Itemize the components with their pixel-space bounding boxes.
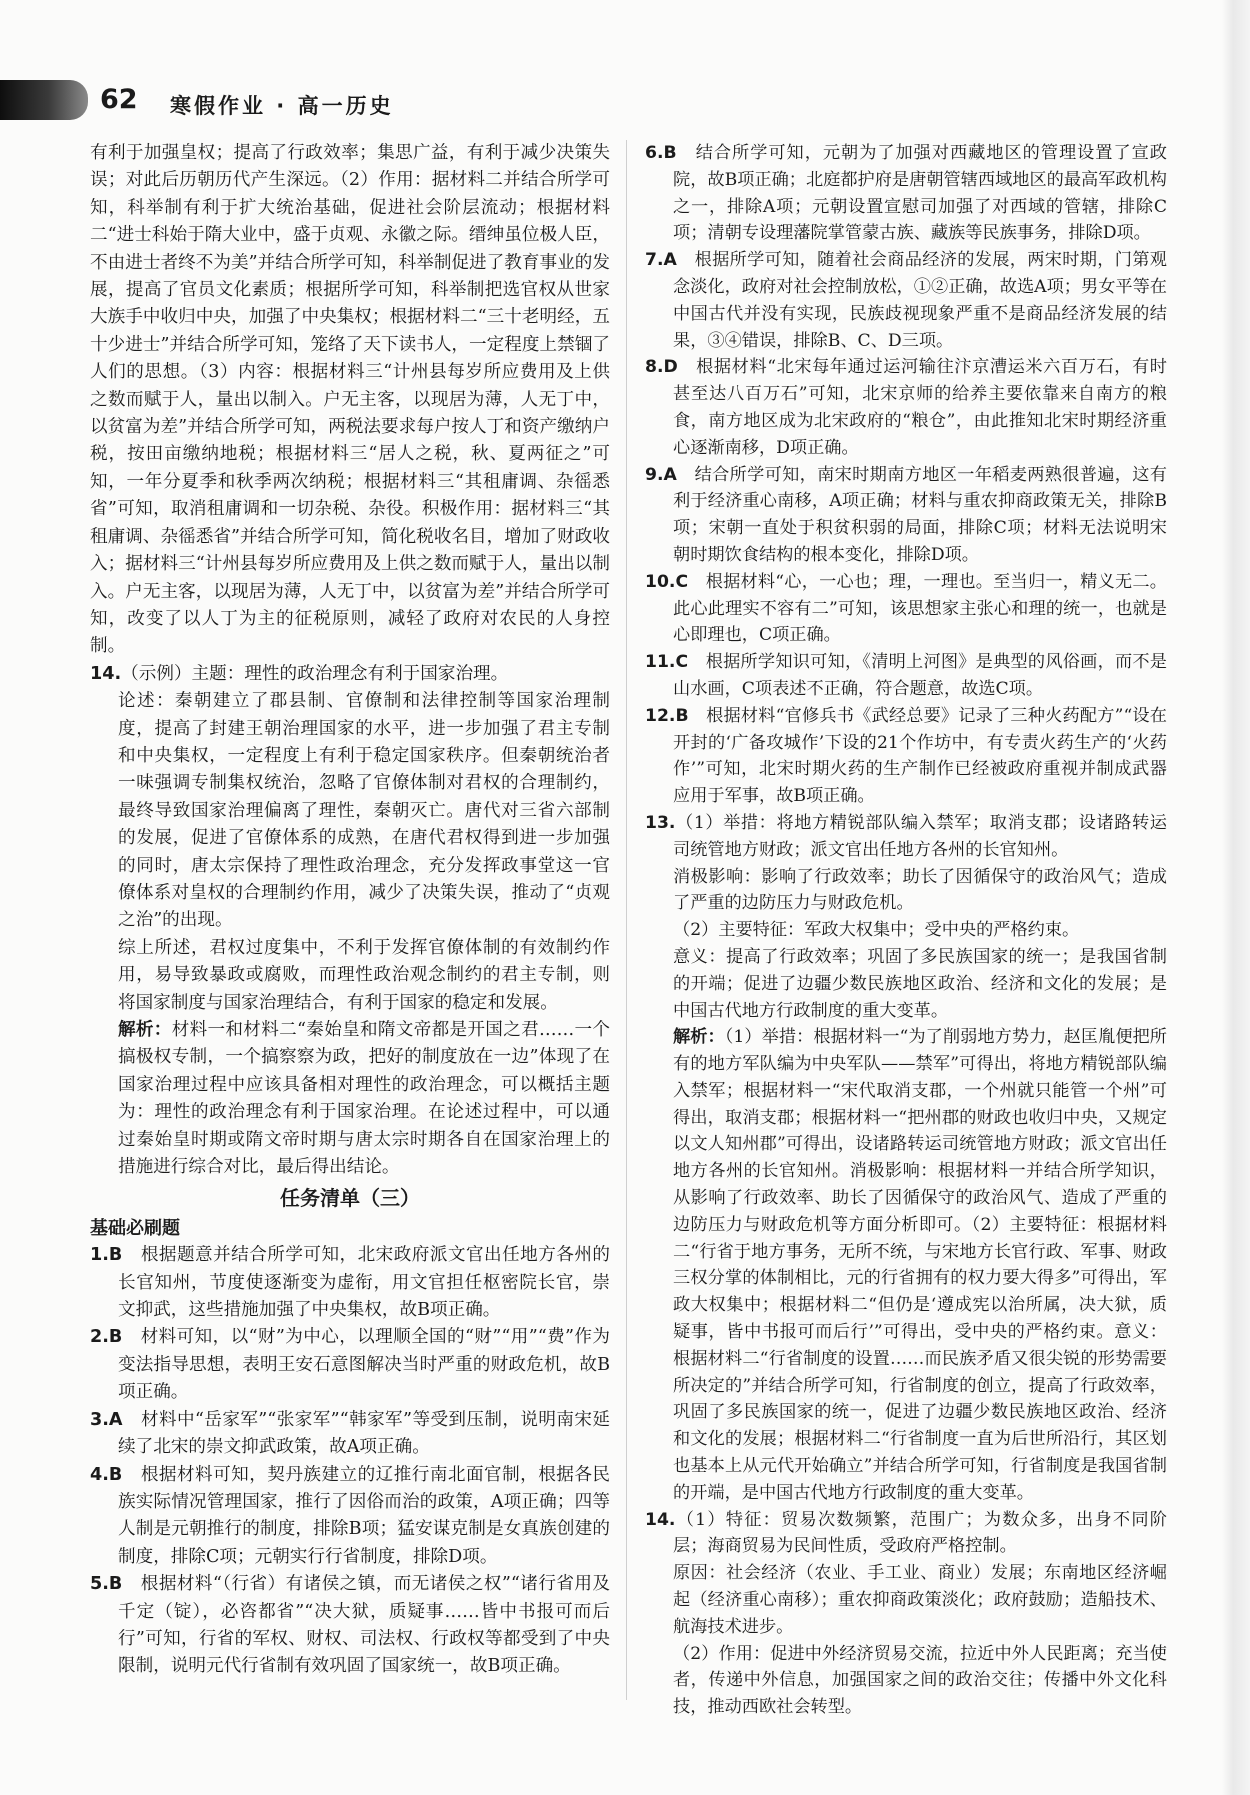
answer-item: 10.C 根据材料“心，一心也；理，一理也。至当归一，精义无二。此心此理实不容有二”可知，该思想家主张心和理的统一，也就是心即理也，C项正确。 [645, 571, 1167, 646]
q14-causes: 原因：社会经济（农业、手工业、商业）发展；东南地区经济崛起（经济重心南移）；重农抑商政策淡化；政府鼓励；造船技术、航海技术进步。 [673, 1563, 1167, 1637]
q14-number: 14. [645, 1509, 676, 1530]
page-header [0, 80, 420, 125]
q14-analysis: 解析：材料一和材料二“秦始皇和隋文帝都是开国之君……一个搞极权专制，一个搞察察为政，把好的制度放在一边”体现了在国家治理过程中应该具备相对理性的政治理念，可以概括主题为：理性的政治理念有利于国家治理。在论述过程中，可以通过秦始皇时期或隋文帝时期与唐太宗时期各自在国家治理上的措施进行综合对比，最后得出结论。 [118, 1020, 610, 1178]
analysis-label: 解析： [673, 1027, 725, 1048]
q14-number: 14. [90, 663, 122, 684]
q14-summary: 综上所述，君权过度集中，不利于发挥官僚体制的有效制约作用，易导致暴政或腐败，而理性政治观念制约的君主专制，则将国家制度与国家治理结合，有利于国家的稳定和发展。 [118, 937, 610, 1013]
continued-answer: 有利于加强皇权；提高了行政效率；集思广益，有利于减少决策失误；对此后历朝历代产生深远。（2）作用：据材料二并结合所学可知，科举制有利于扩大统治基础，促进社会阶层流动；根据材料二“进士科始于隋大业中，盛于贞观、永徽之际。缙绅虽位极人臣，不由进士者终不为美”并结合所学可知，科举制促进了教育事业的发展，提高了官员文化素质；根据所学可知，科举制把选官权从世家大族手中收归中央，加强了中央集权；根据材料二“三十老明经，五十少进士”并结合所学可知，笼络了天下读书人，一定程度上禁锢了人们的思想。（3）内容：根据材料三“计州县每岁所应费用及上供之数而赋于人，量出以制入。户无主客，以现居为薄，人无丁中，以贫富为差”并结合所学可知，两税法要求每户按人丁和资产缴纳户税，按田亩缴纳地税；根据材料三“居人之税，秋、夏两征之”可知，一年分夏季和秋季两次纳税；根据材料三“其租庸调、杂徭悉省”可知，取消租庸调和一切杂税、杂役。积极作用：据材料三“其租庸调、杂徭悉省”并结合所学可知，简化税收名目，增加了财政收入；据材料三“计州县每岁所应费用及上供之数而赋于人，量出以制入。户无主客，以现居为薄，人无丁中，以贫富为差”并结合所学可知，改变了以人丁为主的征税原则，减轻了政府对农民的人身控制。 [90, 143, 610, 657]
answer-item: 3.A 材料中“岳家军”“张家军”“韩家军”等受到压制，说明南宋延续了北宋的崇文抑武政策，故A项正确。 [90, 1409, 610, 1458]
q13-negative-impact: 消极影响：影响了行政效率；助长了因循保守的政治风气；造成了严重的边防压力与财政危机。 [673, 866, 1167, 914]
column-divider [626, 140, 627, 1700]
q13-features: （2）主要特征：军政大权集中；受中央的严格约束。 [673, 920, 1080, 941]
answer-item: 1.B 根据题意并结合所学可知，北宋政府派文官出任地方各州的长官知州，节度使逐渐变为虚衔，用文官担任枢密院长官，崇文抑武，这些措施加强了中央集权，故B项正确。 [90, 1245, 610, 1321]
answer-item: 5.B 根据材料“（行省）有诸侯之镇，而无诸侯之权”“诸行省用及千定（锭），必咨都省”“决大狱，质疑事……皆中书报可而后行”可知，行省的军权、财权、司法权、行政权等都受到了中央限制，说明元代行省制有效巩固了国家统一，故B项正确。 [90, 1574, 610, 1677]
q14-essay: 论述：秦朝建立了郡县制、官僚制和法律控制等国家治理制度，提高了封建王朝治理国家的水平，进一步加强了君主专制和中央集权，一定程度上有利于稳定国家秩序。但秦朝统治者一味强调专制集权统治，忽略了官僚体制对君权的合理制约，最终导致国家治理偏离了理性，秦朝灭亡。唐代对三省六部制的发展，促进了官僚体系的成熟，在唐代君权得到进一步加强的同时，唐太宗保持了理性政治理念，充分发挥政事堂这一官僚体系对皇权的合理制约作用，减少了决策失误，推动了“贞观之治”的出现。 [118, 691, 610, 931]
q14-theme: 14.（示例）主题：理性的政治理念有利于国家治理。 [90, 663, 509, 684]
subsection-title: 基础必刷题 [90, 1217, 180, 1239]
q13-analysis: 解析：（1）举措：根据材料一“为了削弱地方势力，赵匡胤便把所有的地方军队编为中央军队——禁军”可得出，将地方精锐部队编入禁军；根据材料一“宋代取消支郡，一个州就只能管一个州”可得出，取消支郡；根据材料一“把州郡的财政也收归中央，又规定以文人知州郡”可得出，设诸路转运司统管地方财政；派文官出任地方各州的长官知州。消极影响：根据材料一并结合所学知识，从影响了行政效率、助长了因循保守的政治风气、造成了严重的边防压力与财政危机等方面分析即可。（2）主要特征：根据材料二“行省于地方事务，无所不统，与宋地方长官行政、军事、财政三权分掌的体制相比，元的行省拥有的权力要大得多”可得出，军政大权集中；根据材料二“但仍是‘遵成宪以治所属，决大狱，质疑事，皆中书报可而后行’”可得出，受中央的严格约束。意义：根据材料二“行省制度的设置……而民族矛盾又很尖锐的形势需要所决定的”并结合所学可知，行省制度的创立，提高了行政效率，巩固了多民族国家的统一，促进了边疆少数民族地区政治、经济和文化的发展；根据材料二“行省制度一直为后世所沿行，其区划也基本上从元代开始确立”并结合所学可知，行省制度是我国省制的开端，是中国古代地方行政制度的重大变革。 [673, 1027, 1167, 1503]
q13-measures: 13.（1）举措：将地方精锐部队编入禁军；取消支郡；设诸路转运司统管地方财政；派文官出任地方各州的长官知州。 [645, 812, 1167, 860]
section-title: 任务清单（三） [280, 1186, 420, 1211]
answer-item: 4.B 根据材料可知，契丹族建立的辽推行南北面官制，根据各民族实际情况管理国家，推行了因俗而治的政策，A项正确；四等人制是元朝推行的制度，排除B项；猛安谋克制是女真族创建的制度，排除C项；元朝实行行省制度，排除D项。 [90, 1464, 610, 1567]
q13-significance: 意义：提高了行政效率；巩固了多民族国家的统一；是我国省制的开端；促进了边疆少数民族地区政治、经济和文化的发展；是中国古代地方行政制度的重大变革。 [673, 946, 1167, 1021]
answer-item: 9.A 结合所学可知，南宋时期南方地区一年稻麦两熟很普遍，这有利于经济重心南移，A项正确；材料与重农抑商政策无关，排除B项；宋朝一直处于积贫积弱的局面，排除C项；材料无法说明宋朝时期饮食结构的根本变化，排除D项。 [645, 464, 1167, 565]
q14-features: 14.（1）特征：贸易次数频繁，范围广；为数众多，出身不同阶层；海商贸易为民间性质，受政府严格控制。 [645, 1509, 1167, 1557]
answer-item: 12.B 根据材料“官修兵书《武经总要》记录了三种火药配方”“设在开封的‘广备攻城作’下设的21个作坊中，有专责火药生产的‘火药作’”可知，北宋时期火药的生产制作已经被政府重视并制成武器应用于军事，故B项正确。 [645, 705, 1167, 807]
book-title: 寒假作业 · 高一历史 [170, 94, 394, 118]
answer-item: 7.A 根据所学可知，随着社会商品经济的发展，两宋时期，门第观念淡化，政府对社会控制放松，①②正确，故选A项；男女平等在中国古代并没有实现，民族歧视现象严重不是商品经济发展的结果，③④错误，排除B、C、D三项。 [645, 250, 1167, 351]
page-number: 62 [100, 84, 138, 115]
answer-item: 11.C 根据所学知识可知，《清明上河图》是典型的风俗画，而不是山水画，C项表述不正确，符合题意，故选C项。 [645, 652, 1167, 699]
q13-number: 13. [645, 812, 676, 833]
page-edge [1222, 0, 1250, 1795]
answer-item: 8.D 根据材料“北宋每年通过运河输往汴京漕运米六百万石，有时甚至达八百万石”可知，北宋京师的给养主要依靠来自南方的粮食，南方地区成为北宋政府的“粮仓”，由此推知北宋时期经济重心逐渐南移，D项正确。 [645, 357, 1167, 458]
header-tab-decoration [0, 80, 88, 120]
analysis-label: 解析： [118, 1020, 172, 1040]
answer-item: 6.B 结合所学可知，元朝为了加强对西藏地区的管理设置了宣政院，故B项正确；北庭都护府是唐朝管辖西域地区的最高军政机构之一，排除A项；元朝设置宣慰司加强了对西域的管辖，排除C项；清朝专设理藩院掌管蒙古族、藏族等民族事务，排除D项。 [645, 143, 1167, 244]
left-column [90, 140, 610, 1681]
answer-item: 2.B 材料可知，以“财”为中心，以理顺全国的“财”“用”“费”作为变法指导思想，表明王安石意图解决当时严重的财政危机，故B项正确。 [90, 1327, 610, 1403]
right-column [645, 140, 1167, 1721]
q14-effects: （2）作用：促进中外经济贸易交流，拉近中外人民距离；充当使者，传递中外信息，加强国家之间的政治交往；传播中外文化科技，推动西欧社会转型。 [673, 1643, 1167, 1718]
